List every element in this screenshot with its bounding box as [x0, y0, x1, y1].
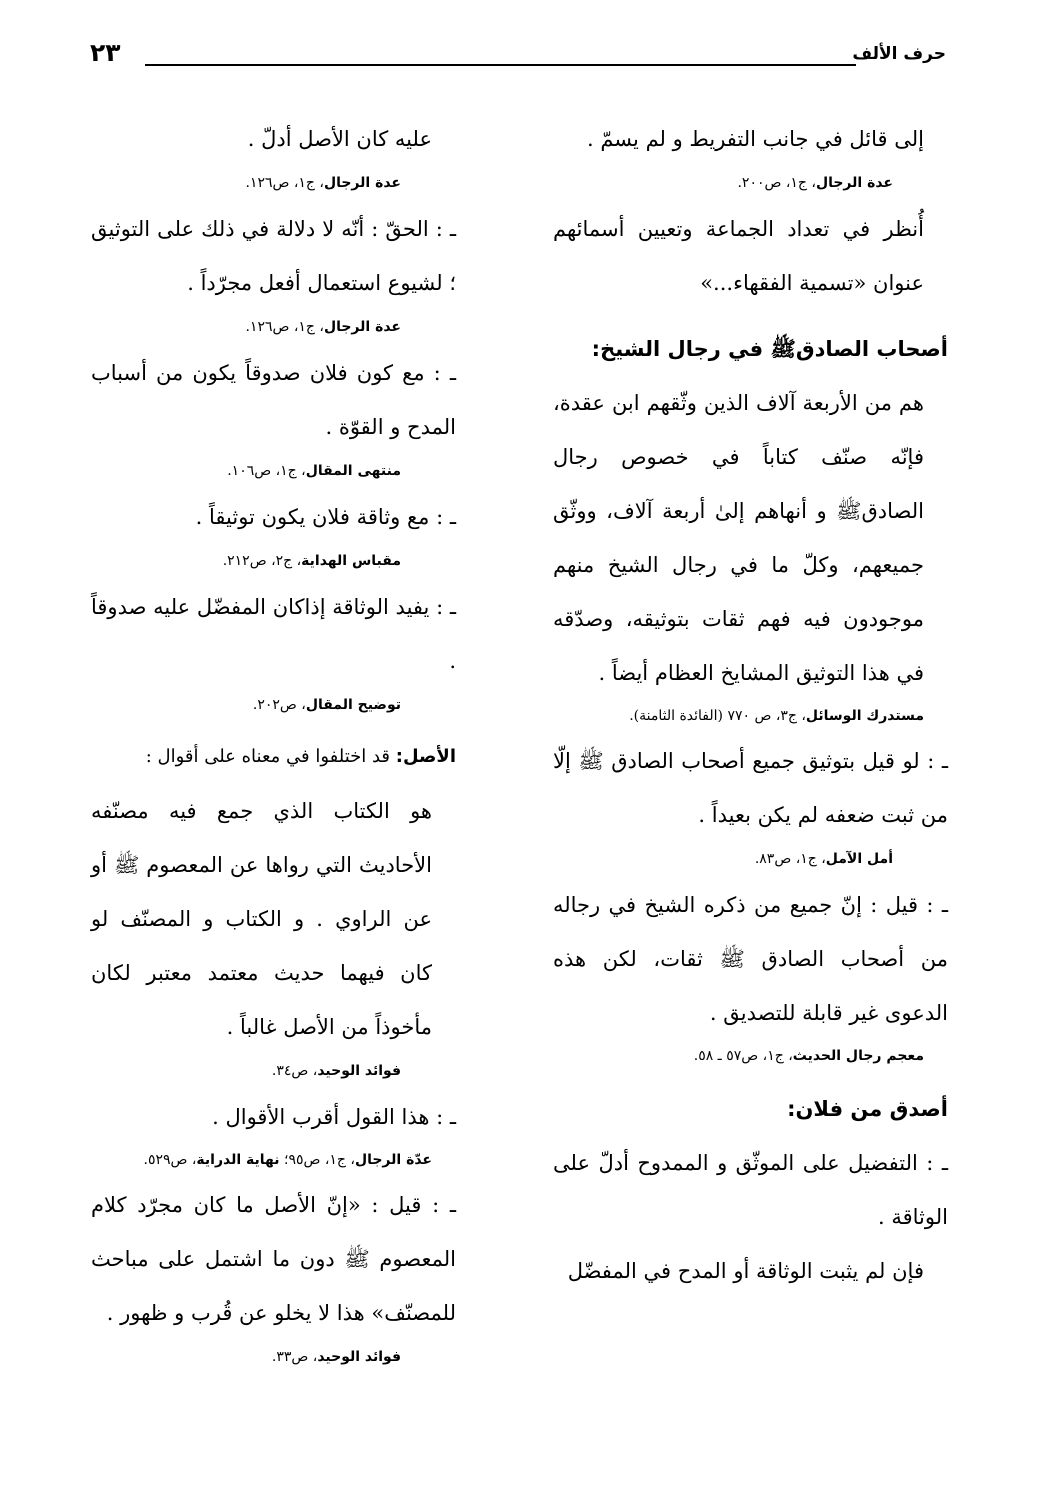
- dash-item: ـ : قيل : إنّ جميع من ذكره الشيخ في رجاله من أصحاب الصادق ﷺ ثقات، لكن هذه الدعوى غير قابلة للتصديق .: [553, 893, 948, 1025]
- ref-location: ، ج١، ص٩٥؛: [279, 1152, 355, 1168]
- dash-item: ـ : هذا القول أقرب الأقوال .: [212, 1105, 456, 1129]
- ref-source: عدة الرجال: [815, 175, 893, 191]
- ref-source: أمل الآمل: [825, 851, 893, 867]
- right-line-1: إلى قائل في جانب التفريط و لم يسمّ .: [586, 127, 924, 151]
- ref-source: فوائد الوحيد: [317, 1349, 401, 1365]
- ref-source: معجم رجال الحديث: [792, 1048, 924, 1064]
- reference: [91, 1342, 456, 1372]
- ref-source: نهاية الدراية: [196, 1152, 280, 1168]
- section-heading: أصحاب الصادقﷺ في رجال الشيخ:: [591, 337, 948, 361]
- dash-item: ـ : التفضيل على الموثّق و الممدوح أدلّ على الوثاقة .: [553, 1151, 948, 1229]
- ref-source: منتهى المقال: [305, 463, 401, 479]
- ref-source: عدة الرجال: [323, 175, 401, 191]
- ref-location: ، ج١، ص١٢٦.: [245, 175, 324, 191]
- ref-location: ، ج١، ص١٠٦.: [227, 463, 306, 479]
- paragraph: فإن لم يثبت الوثاقة أو المدح في المفضّل: [567, 1259, 924, 1283]
- reference: [553, 702, 948, 730]
- ref-source: توضيح المقال: [305, 697, 401, 713]
- ref-location: ، ج٣، ص ٧٧٠ (الفائدة الثامنة).: [629, 708, 806, 724]
- dash-item: ـ : قيل : «إنّ الأصل ما كان مجرّد كلام المعصوم ﷺ دون ما اشتمل على مباحث للمصنّف» هذا لا يخلو عن قُرب و ظهور .: [91, 1193, 456, 1325]
- entry-term: الأصل:: [395, 746, 456, 767]
- ref-location: ، ج١، ص٥٧ ـ ٥٨.: [693, 1048, 793, 1064]
- ref-location: ، ص٣٣.: [271, 1349, 318, 1365]
- right-column: [553, 112, 948, 1298]
- entry-heading-text: قد اختلفوا في معناه على أقوال :: [145, 746, 396, 767]
- ref-location: ، ج١، ص١٢٦.: [245, 319, 324, 335]
- ref-location: ، ص٢٠٢.: [252, 697, 306, 713]
- ref-source: مقباس الهداية: [301, 553, 401, 569]
- ref-location: ، ج١، ص٨٣.: [754, 851, 826, 867]
- reference: [553, 844, 948, 874]
- dash-item: ـ : يفيد الوثاقة إذاكان المفضّل عليه صدوقاً .: [91, 595, 456, 673]
- reference: [553, 168, 948, 198]
- ref-source: مستدرك الوسائل: [805, 708, 924, 724]
- running-header-title: حرف الألف: [852, 44, 946, 64]
- ref-source: عدّة الرجال: [354, 1152, 432, 1168]
- ref-source: فوائد الوحيد: [317, 1063, 401, 1079]
- reference: [91, 546, 456, 576]
- ref-location: ، ص٥٢٩.: [143, 1152, 197, 1168]
- dash-item: ـ : الحقّ : أنّه لا دلالة في ذلك على التوثيق ؛ لشيوع استعمال أفعل مجرّداً .: [91, 217, 456, 295]
- reference: [91, 1056, 456, 1086]
- reference: [91, 312, 456, 342]
- left-line-1: عليه كان الأصل أدلّ .: [247, 127, 432, 151]
- paragraph: هم من الأربعة آلاف الذين وثّقهم ابن عقدة، فإنّه صنّف كتاباً في خصوص رجال الصادقﷺ و أنهاهم إلىٰ أربعة آلاف، ووثّق جميعهم، وكلّ ما في رجال الشيخ منهم موجودون فيه فهم ثقات بتوثيقه، وصدّقه في هذا التوثيق المشايخ العظام أيضاً .: [553, 391, 924, 685]
- dash-item: ـ : مع وثاقة فلان يكون توثيقاً .: [195, 505, 456, 529]
- dash-item: ـ : لو قيل بتوثيق جميع أصحاب الصادق ﷺ إلّا من ثبت ضعفه لم يكن بعيداً .: [553, 749, 948, 827]
- ref-location: ، ج١، ص٢٠٠.: [737, 175, 816, 191]
- left-column: [91, 112, 456, 1376]
- reference: [91, 456, 456, 486]
- reference: [91, 1146, 456, 1174]
- entry-heading: [91, 730, 456, 784]
- reference: [91, 690, 456, 720]
- header-rule: [145, 64, 856, 66]
- ref-location: ، ج٢، ص٢١٢.: [222, 553, 302, 569]
- dash-item: ـ : مع كون فلان صدوقاً يكون من أسباب المدح و القوّة .: [91, 361, 456, 439]
- reference: [553, 1042, 948, 1070]
- reference: [91, 168, 456, 198]
- ref-source: عدة الرجال: [323, 319, 401, 335]
- paragraph: أُنظر في تعداد الجماعة وتعيين أسمائهم عنوان «تسمية الفقهاء...»: [553, 217, 924, 295]
- ref-location: ، ص٣٤.: [271, 1063, 318, 1079]
- page-number: ٢٣: [90, 38, 121, 67]
- section-heading: أصدق من فلان:: [787, 1097, 948, 1121]
- paragraph: هو الكتاب الذي جمع فيه مصنّفه الأحاديث التي رواها عن المعصوم ﷺ أو عن الراوي . و الكتاب و المصنّف لو كان فيهما حديث معتمد معتبر لكان مأخوذاً من الأصل غالباً .: [91, 799, 432, 1039]
